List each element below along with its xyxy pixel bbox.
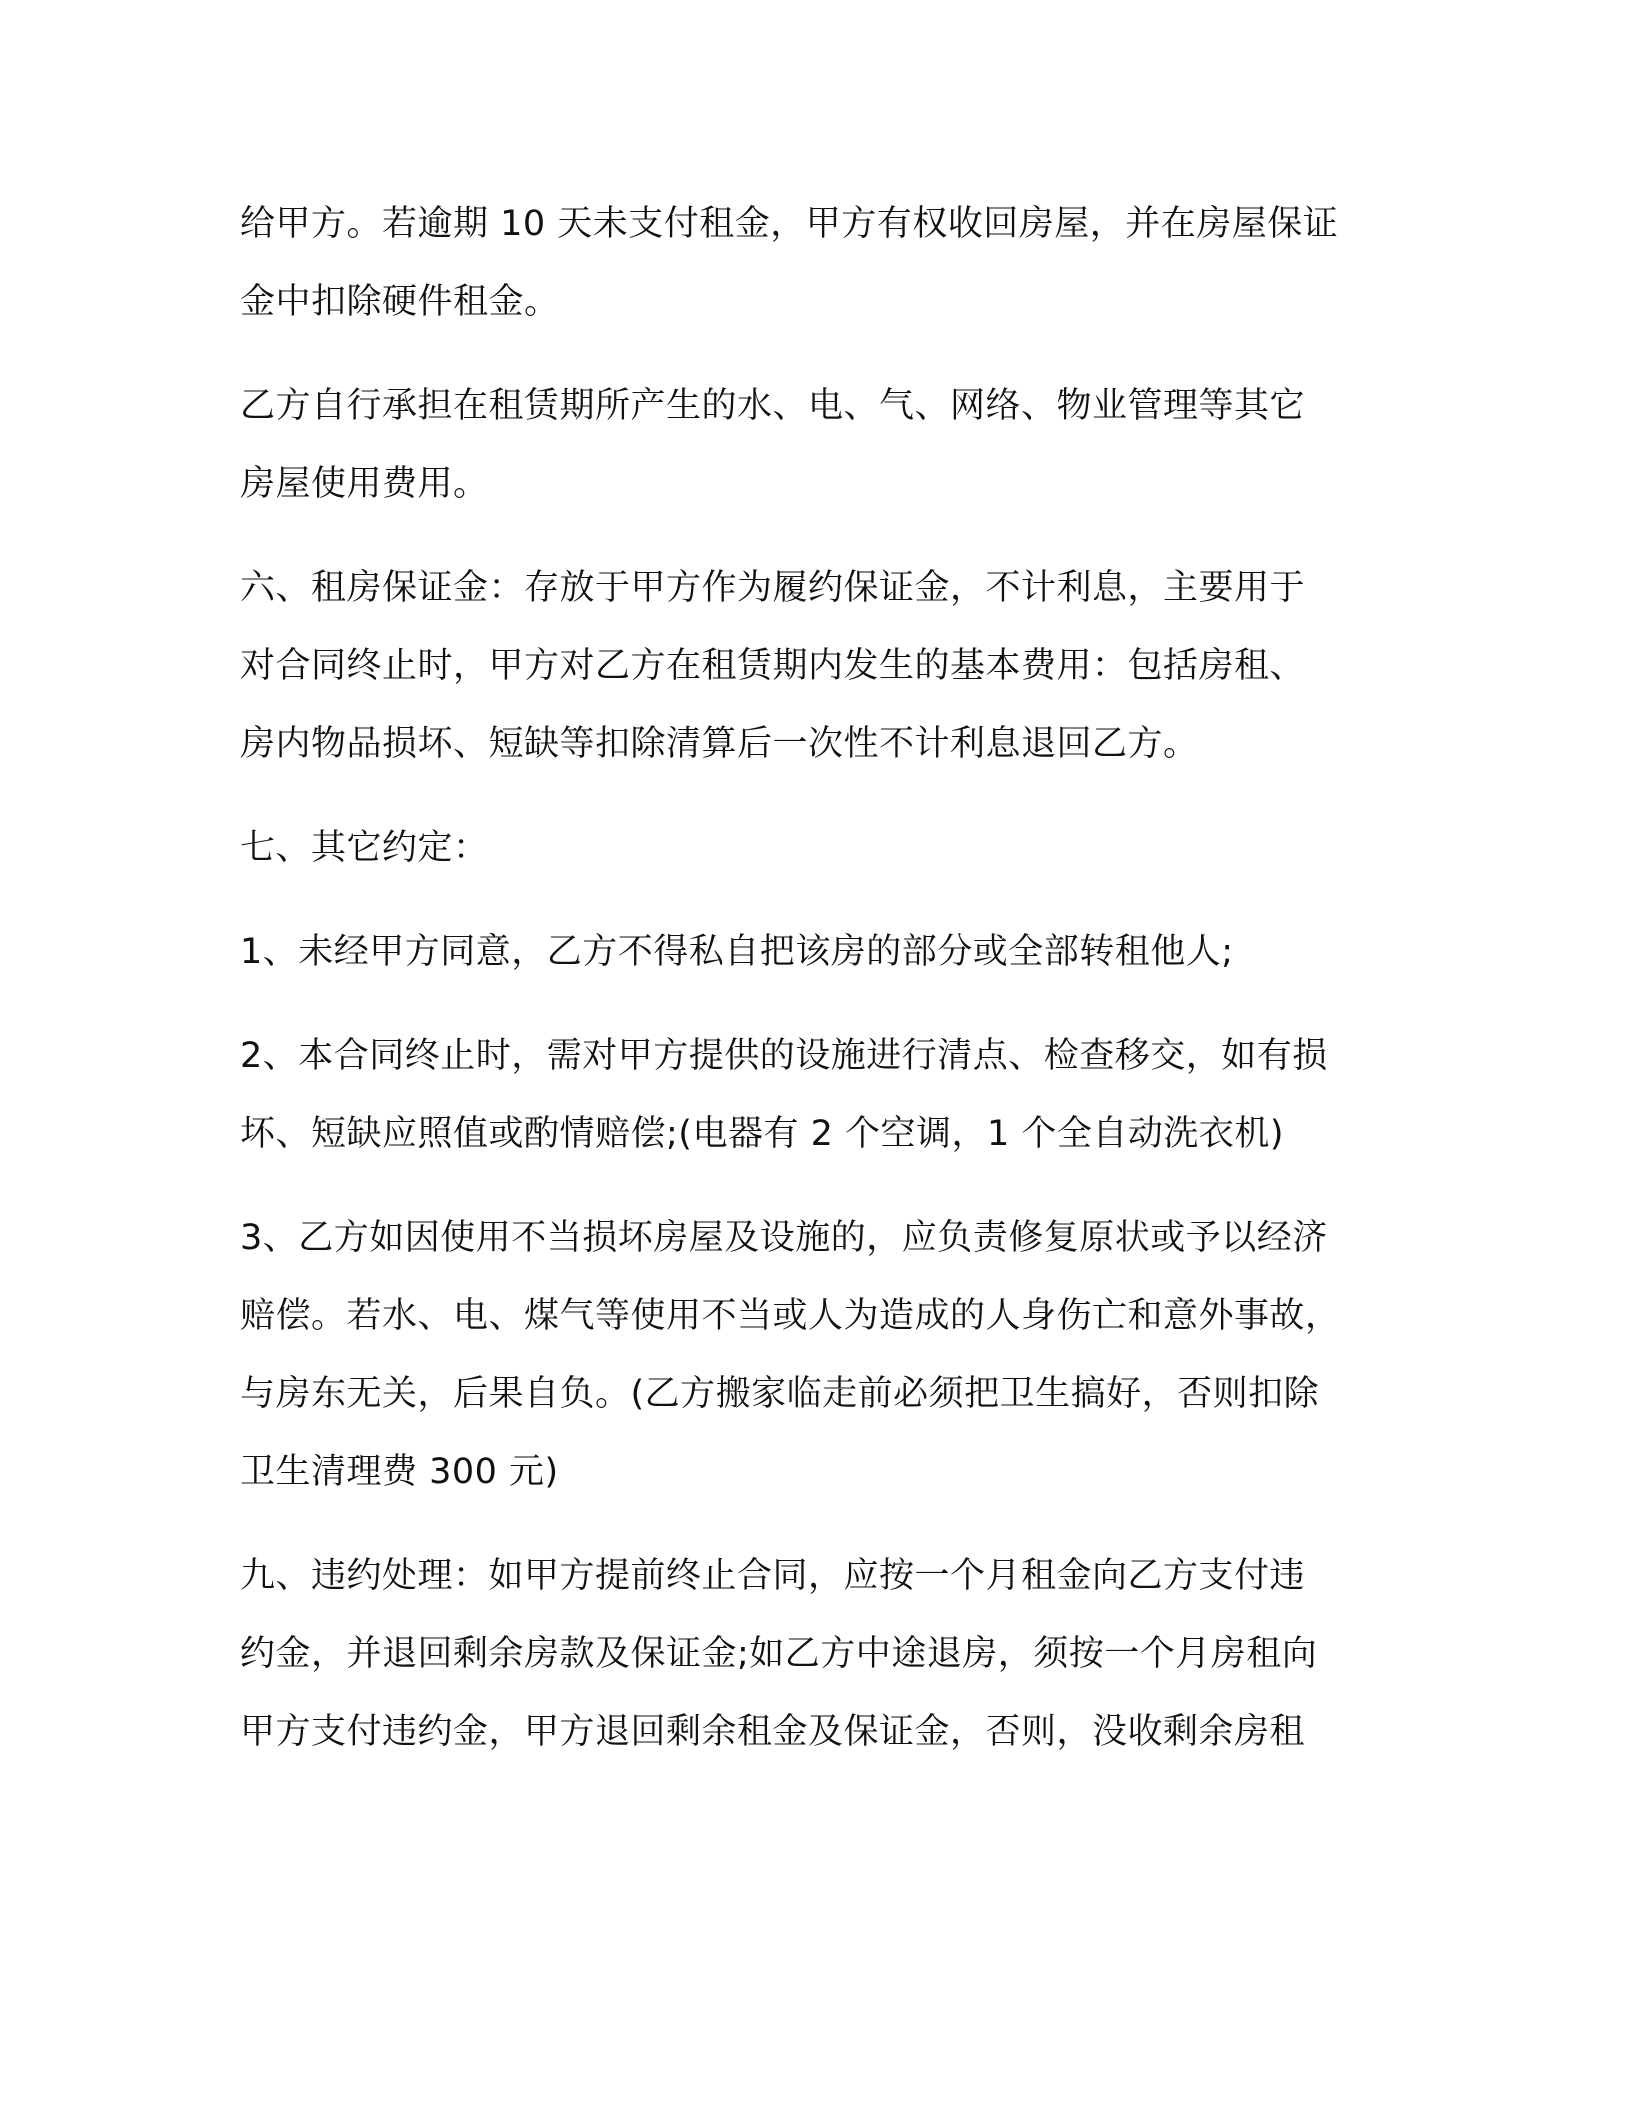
text-line: 给甲方。若逾期 10 天未支付租金，甲方有权收回房屋，并在房屋保证	[240, 204, 1339, 244]
text-line: 2、本合同终止时，需对甲方提供的设施进行清点、检查移交，如有损	[240, 1036, 1328, 1076]
paragraph-utility-fees	[240, 367, 1410, 523]
text-line: 3、乙方如因使用不当损坏房屋及设施的，应负责修复原状或予以经济	[240, 1218, 1328, 1258]
text-line: 与房东无关，后果自负。(乙方搬家临走前必须把卫生搞好，否则扣除	[240, 1374, 1320, 1414]
text-line: 房内物品损坏、短缺等扣除清算后一次性不计利息退回乙方。	[240, 724, 1199, 764]
text-line: 七、其它约定：	[240, 828, 489, 868]
paragraph-rent-overdue	[240, 185, 1410, 341]
text-line: 九、违约处理：如甲方提前终止合同，应按一个月租金向乙方支付违	[240, 1556, 1306, 1596]
text-line: 六、租房保证金：存放于甲方作为履约保证金，不计利息，主要用于	[240, 568, 1306, 608]
text-line: 赔偿。若水、电、煤气等使用不当或人为造成的人身伤亡和意外事故，	[240, 1296, 1341, 1336]
text-line: 金中扣除硬件租金。	[240, 282, 560, 322]
text-line: 对合同终止时，甲方对乙方在租赁期内发生的基本费用：包括房租、	[240, 646, 1306, 686]
paragraph-section-6-deposit	[240, 549, 1410, 783]
paragraph-item-1	[240, 913, 1410, 991]
text-line: 1、未经甲方同意，乙方不得私自把该房的部分或全部转租他人;	[240, 932, 1234, 972]
text-line: 约金，并退回剩余房款及保证金;如乙方中途退房，须按一个月房租向	[240, 1634, 1318, 1674]
text-line: 房屋使用费用。	[240, 464, 489, 504]
text-line: 甲方支付违约金，甲方退回剩余租金及保证金，否则，没收剩余房租	[240, 1712, 1306, 1752]
text-line: 乙方自行承担在租赁期所产生的水、电、气、网络、物业管理等其它	[240, 386, 1306, 426]
text-line: 卫生清理费 300 元)	[240, 1452, 559, 1492]
paragraph-item-3	[240, 1199, 1410, 1511]
paragraph-section-7-heading	[240, 809, 1410, 887]
document-body	[240, 185, 1410, 1797]
paragraph-item-2	[240, 1017, 1410, 1173]
paragraph-section-9-breach	[240, 1537, 1410, 1771]
text-line: 坏、短缺应照值或酌情赔偿;(电器有 2 个空调，1 个全自动洗衣机)	[240, 1114, 1285, 1154]
